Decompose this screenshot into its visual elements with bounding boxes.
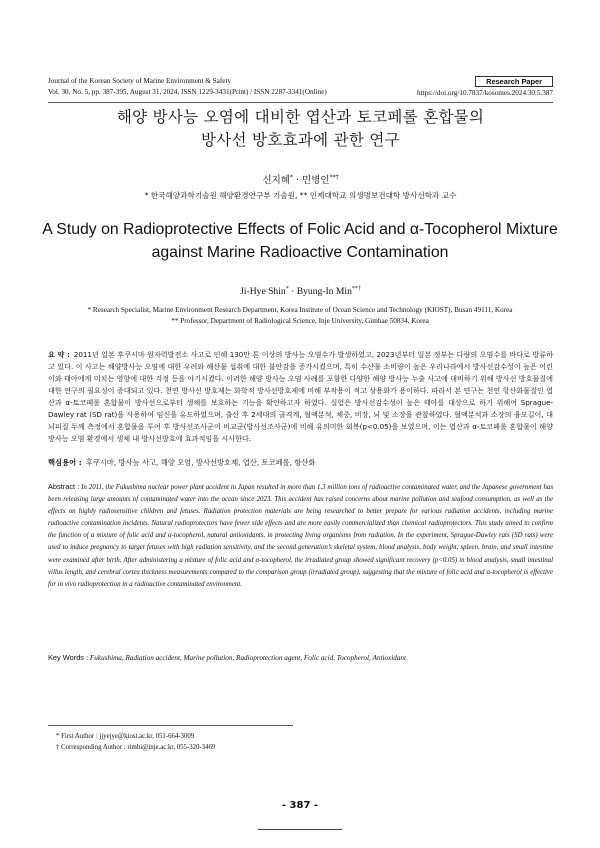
korean-authors [48,172,553,186]
corresponding-author-footnote: † Corresponding Author : rimbi@inje.ac.kr, 055-320-3469 [56,744,216,751]
english-affiliations [40,305,560,327]
korean-keywords [48,458,553,468]
english-title-line2: against Marine Radioactive Contamination [151,244,449,261]
journal-header [48,76,327,97]
korean-author1: 신지혜 [262,175,290,186]
korean-title-line1: 해양 방사능 오염에 대비한 엽산과 토코페롤 혼합물의 [116,108,485,126]
english-affiliation-1: * Research Specialist, Marine Environment Research Department, Korea Institute of Ocean Science and Technology (KIOST), Busan 49111, Korea [87,306,513,314]
english-abstract [48,481,553,591]
english-affiliation-2: ** Professor, Department of Radiological Science, Inje University, Gimhae 50834, Korea [171,317,429,325]
english-author2-mark: **† [351,285,361,292]
english-author2: Byung-In Min [296,286,352,297]
english-keywords-text: Fukushima, Radiation accident, Marine pollution, Radioprotection agent, Folic acid, Tocopherol, Antioxidant [89,654,406,662]
korean-keywords-text: 후쿠시마, 방사능 사고, 해양 오염, 방사선방호제, 엽산, 토코페롤, 항산화 [85,458,316,467]
english-authors [48,286,553,297]
korean-affiliation: * 한국해양과학기술원 해양환경연구부 기술원, ** 인제대학교 의생명보건대학 방사선학과 교수 [144,191,457,200]
english-abstract-label: Abstract : [48,482,80,491]
footnotes [56,731,215,753]
page-number: - 387 - [281,800,319,811]
english-author1-mark: * [285,285,289,292]
english-title-line1: A Study on Radioprotective Effects of Folic Acid and α-Tocopherol Mixture [42,221,558,238]
korean-keywords-label: 핵심용어 : [48,458,82,467]
doi-link[interactable]: https://doi.org/10.7837/kosomes.2024.30.5.387 [416,89,553,97]
research-paper-badge: Research Paper [475,76,553,87]
korean-title-line2: 방사선 방호효과에 관한 연구 [201,131,400,149]
header-divider [48,102,553,103]
paper-type-header [417,76,553,99]
volume-info: Vol. 30, No. 5, pp. 387-395, August 31, 2024, ISSN 1229-3431(Print) / ISSN 2287-3341(Online) [48,87,327,96]
journal-name: Journal of the Korean Society of Marine Environment & Safety [48,77,232,85]
korean-abstract-text: 2011년 일본 후쿠시마 원자력발전소 사고로 인해 130만 톤 이상의 방사능 오염수가 발생하였고, 2023년부터 일본 정부는 다량의 오염수를 바다로 방류하고 있다. 이 사고는 해양방사능 오염에 대한 우려와 해산물 섭취에 대한 불안감을 증가시켰으며, 특히 수산물 소비량이 높은 우리나라에서 방사선감수성이 높은 어린이와 태아에게 미치는 영향에 대한 걱정 등을 야기시켰다. 이러한 해양 방사능 오염 사례를 포함한 다양한 해양 방사능 누출 사고에 대비하기 위해 방사선 방호물질에 대한 연구의 필요성이 증대되고 있다. 천연 방사선 방호제는 화학적 방사선방호제에 비해 부작용이 적고 상용화가 용이하다. 따라서 본 연구는 천연 항산화물질인 엽산과 α-토코페롤 혼합물이 방사선으로부터 생체를 보호하는 기능을 확인하고자 하였다. 실험은 방사선감수성이 높은 태아를 대상으로 하기 위해여 Sprague-Dawley rat (SD rat)을 사용하여 임신을 유도하였으며, 출산 후 2세대의 골격계, 혈액분석, 체중, 비장, 뇌 및 소장을 관찰하였다. 혈액분석과 소장의 융모길이, 대뇌피질 두께 측정에서 혼합물을 투여 후 방사선조사군이 비교군(방사선조사군)에 비해 유의미한 회복(p<0.05)을 보였으며, 이는 엽산과 α-토코페롤 혼합물이 해양 방사능 오염 환경에서 생체 내 방사선방호에 효과적임을 시사한다. [48,350,553,444]
korean-title [48,106,553,152]
english-keywords [48,653,553,662]
english-keywords-label: Key Words : [48,653,89,662]
korean-abstract [48,349,553,445]
page-number-underline [258,829,342,830]
english-author-separator: · [288,286,297,297]
korean-author2: 민병인 [302,175,330,186]
english-author1: Ji-Hye Shin [240,286,286,297]
korean-abstract-label: 요 약 : [48,350,70,359]
korean-author2-mark: **† [329,173,339,181]
footnote-divider [48,725,293,726]
korean-author-separator: · [292,175,303,186]
first-author-footnote: * First Author : jjyejye@kiost.ac.kr, 051-664-3009 [56,733,195,740]
english-abstract-text: In 2011, the Fukushima nuclear power plant accident in Japan resulted in more than 1.3 million tons of radioactive contaminated water, and the Japanese government has been releasing large amounts of contaminated water into the ocean since 2023. This accident has raised concerns about marine pollution and seafood consumption, as well as the effects on highly radiosensitive children and fetuses. Radiation protection materials are being researched to better prepare for various radiation accidents, including marine radioactive contamination incidents. Natural radioprotectors have fewer side effects and are more easily commercialized than chemical radioprotectors. This study aimed to confirm the function of a mixture of folic acid and α-tocopherol, natural antioxidants, in protecting living organisms from radiation. In the experiment, Sprague-Dawley rats (SD rats) were used to induce pregnancy to target fetuses with high radiation sensitivity, and the second generation’s skeletal system, blood analysis, body weight, spleen, brain, and small intestine were examined after birth. After administering a mixture of folic acid and α-tocopherol, the irradiated group showed significant recovery (p<0.05) in blood analysis, small intestinal villus length, and cerebral cortex thickness measurements compared to the comparison group (irradiated group), suggesting that the mixture of folic acid and α-tocopherol is effective for in vivo radioprotection in a radioactive contaminated environment. [48,484,553,588]
english-title [30,218,570,264]
korean-author1-mark: * [289,173,293,181]
